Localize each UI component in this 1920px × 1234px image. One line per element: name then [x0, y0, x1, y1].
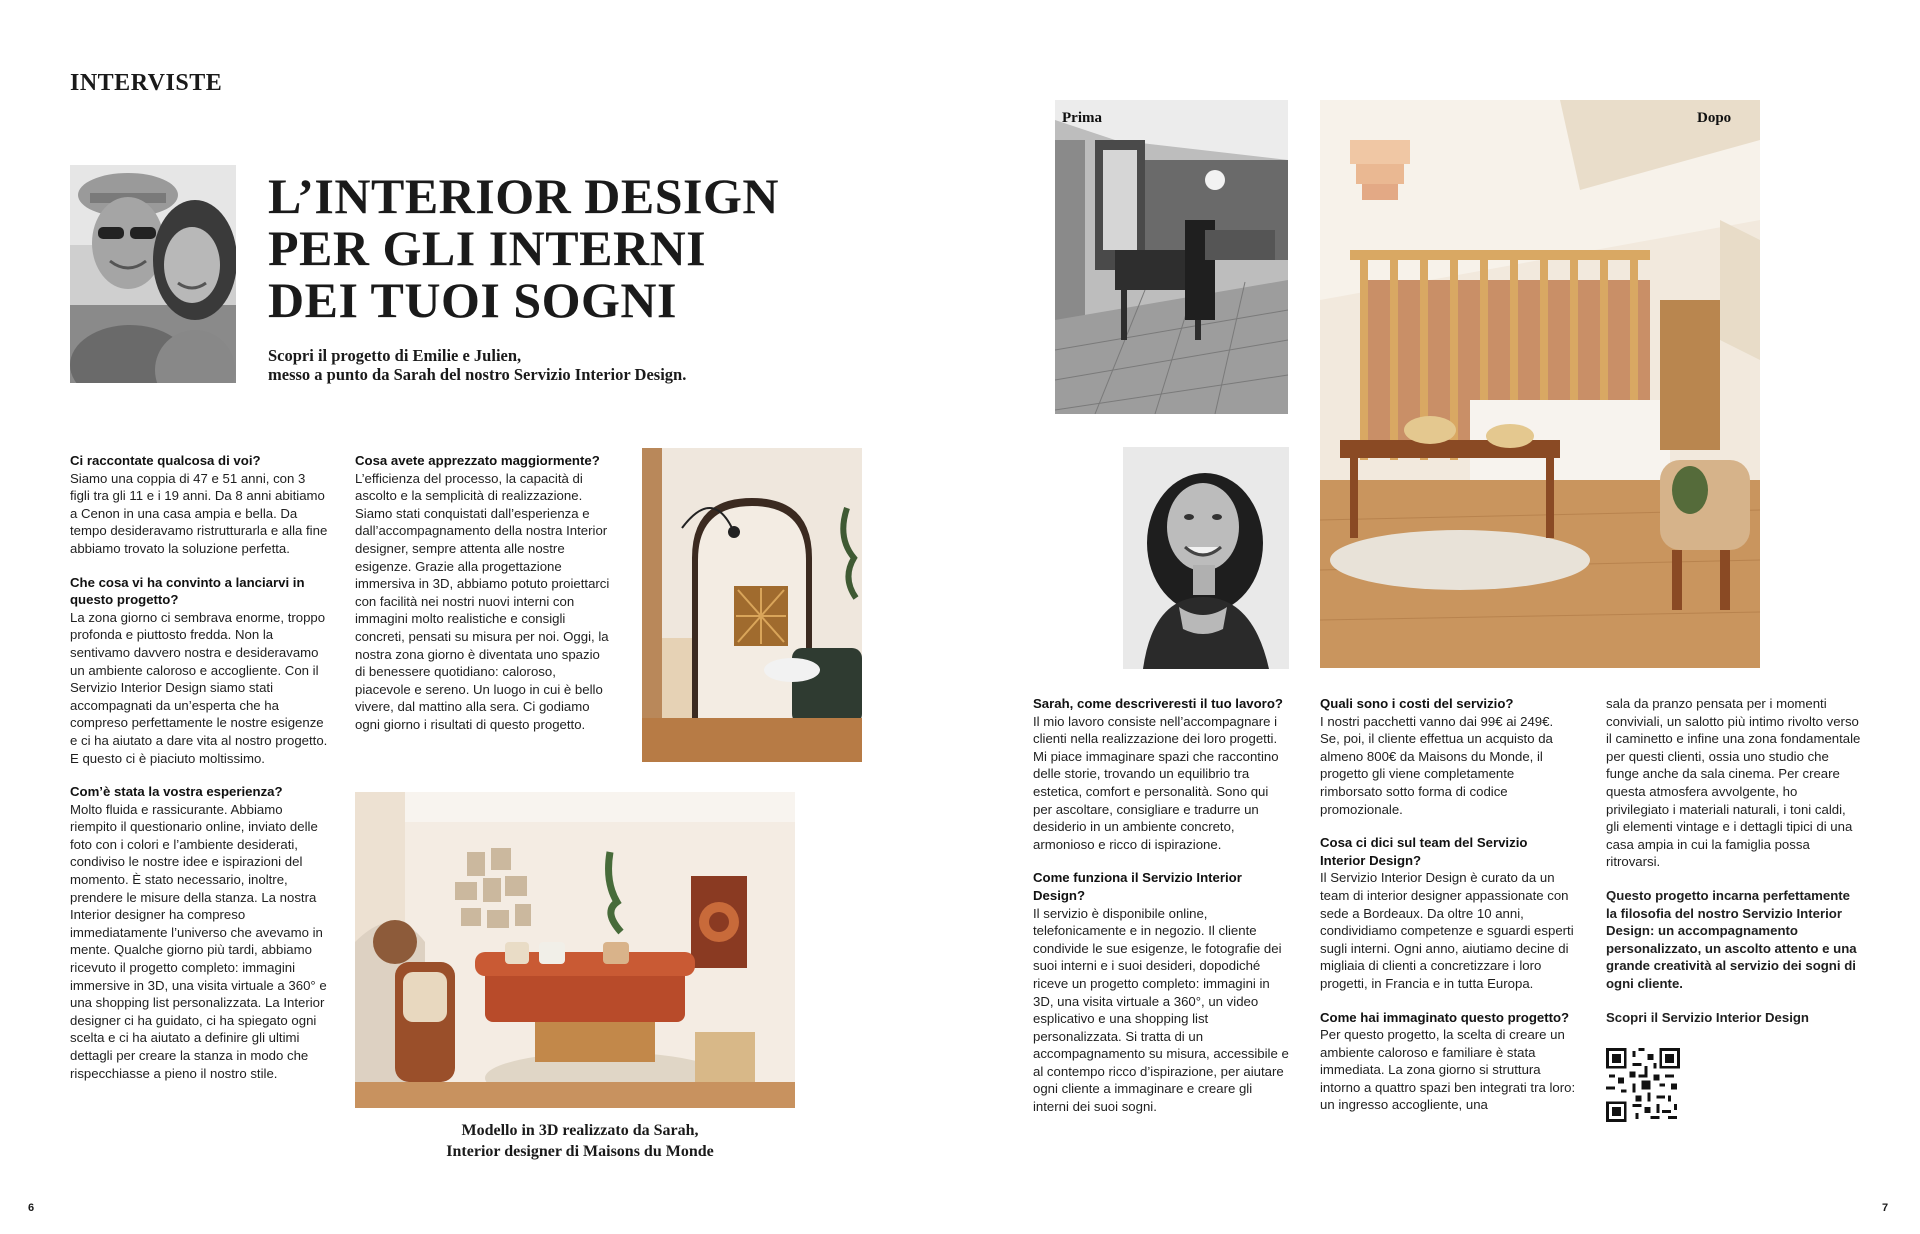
page-number-right: 7: [1882, 1202, 1889, 1214]
qa-block: [1320, 834, 1576, 992]
discover-service-link[interactable]: Scopri il Servizio Interior Design: [1606, 1009, 1809, 1025]
qa-block: [1320, 1009, 1576, 1115]
answer: Il mio lavoro consiste nell’accompagnare i clienti nella realizzazione dei loro progetti. Mi piace immaginare spazi che raccontino delle storie, trovando un equilibrio tra estetica, comfort e personalità. Sono qui per ascoltare, consigliare e tradurre un desiderio in un ambiente concreto, armonioso e ricco di ispirazione.: [1033, 713, 1279, 852]
section-label: INTERVISTE: [70, 70, 223, 96]
question: Come funziona il Servizio Interior Design?: [1033, 870, 1242, 903]
answer: Siamo una coppia di 47 e 51 anni, con 3 figli tra gli 11 e i 19 anni. Da 8 anni abitiamo a Cenon in una casa ampia e bella. Da tempo desideravamo ristrutturarla e alla fine abbiamo trovato la soluzione perfetta.: [70, 470, 328, 556]
designer-portrait: [1123, 447, 1289, 669]
qa-block: [355, 452, 610, 734]
question: Cosa avete apprezzato maggiormente?: [355, 453, 600, 468]
article-title: [268, 170, 828, 326]
answer: La zona giorno ci sembrava enorme, troppo profonda e piuttosto fredda. Non la sentivamo davvero nostra e desideravamo un ambiente caloroso e accogliente. Con il Servizio Interior Design siamo stati accompagnati da un’esperta che ha compreso perfettamente le nostre esigenze e ci ha aiutato a dare vita al nostro progetto. E questo ci è piaciuto moltissimo.: [70, 609, 328, 766]
caption-line-2: Interior designer di Maisons du Monde: [446, 1143, 714, 1160]
question: Come hai immaginato questo progetto?: [1320, 1009, 1570, 1025]
after-label: Dopo: [1697, 110, 1732, 126]
qr-code[interactable]: [1606, 1048, 1680, 1122]
question: Com’è stata la vostra esperienza?: [70, 784, 283, 800]
answer: L’efficienza del processo, la capacità di ascolto e la semplicità di realizzazione. Siamo stati conquistati dall’esperienza e dall’accompagnamento della nostra Interior designer, sempre attenta alle nostre esigenze. Grazie alla progettazione immersiva in 3D, abbiamo potuto proiettarci con facilità nei nostri nuovi interni con immagini molto realistiche e consigli concreti, pensati su misura per noi. Oggi, la nostra zona giorno è diventata uno spazio di benessere quotidiano: caloroso, piacevole e sereno. Un luogo in cui è bello vivere, dal mattino alla sera. Ci godiamo ogni giorno i risultati di questo progetto.: [355, 470, 610, 732]
closing-highlight: Questo progetto incarna perfettamente la filosofia del nostro Servizio Interior Design: un accompagnamento personalizzato, un ascolto attento e una grande creatività al servizio dei sogni di ogni cliente.: [1606, 887, 1857, 991]
question: Ci raccontate qualcosa di voi?: [70, 453, 261, 468]
subtitle-line-1: Scopri il progetto di Emilie e Julien,: [268, 346, 522, 365]
title-line-1: L’INTERIOR DESIGN: [268, 168, 779, 224]
answer: Il Servizio Interior Design è curato da un team di interior designer appassionate con sede a Bordeaux. Da oltre 10 anni, condividiamo competenze e sguardi esperti sugli interni. Ogni anno, aiutiamo decine di migliaia di clienti a concretizzare i loro progetti, in Francia e in tutta Europa.: [1320, 870, 1574, 991]
qa-block: [1033, 695, 1291, 853]
caption-line-1: Modello in 3D realizzato da Sarah,: [461, 1122, 699, 1139]
answer: Molto fluida e rassicurante. Abbiamo riempito il questionario online, inviato delle foto con i colori e l’ambiente desiderati, condiviso le nostre idee e ispirazioni del momento. È stato necessario, inoltre, prendere le misure della stanza. La nostra Interior designer ha compreso immediatamente l’universo che avevamo in mente. Qualche giorno più tardi, abbiamo ricevuto il progetto completo: immagini immersive in 3D, una visita virtuale a 360° e una shopping list personalizzata. La Interior designer ci ha guidato, ci ha spiegato ogni scelta e ci ha aiutato a definire gli ultimi dettagli per creare la stanza in modo che rispecchiasse a pieno il nostro stile.: [70, 801, 327, 1081]
question: Sarah, come descriveresti il tuo lavoro?: [1033, 696, 1283, 711]
interview-column-2: [355, 452, 610, 750]
question: Cosa ci dici sul team del Servizio Interior Design?: [1320, 835, 1528, 868]
subtitle-line-2: messo a punto da Sarah del nostro Servizio Interior Design.: [268, 365, 687, 384]
render-caption: [400, 1120, 760, 1162]
continued-text: sala da pranzo pensata per i momenti conviviali, un salotto più intimo rivolto verso il caminetto e infine una zona fondamentale per questi clienti, ossia uno studio che funge anche da sala cinema. Per creare questa atmosfera avvolgente, ho privilegiato i materiali naturali, i toni caldi, gli elementi vintage e i dettagli tipici di una casa ampia in cui la famiglia possa ritrovarsi.: [1606, 696, 1861, 870]
interview-column-3: [1033, 695, 1291, 1132]
title-line-2: PER GLI INTERNI: [268, 220, 707, 276]
answer: Il servizio è disponibile online, telefonicamente e in negozio. Il cliente condivide le sue esigenze, le fotografie dei suoi interni e i suoi desideri, dopodiché riceve un progetto completo: immagini in 3D, una visita virtuale a 360°, un video esplicativo e una shopping list personalizzata. Si tratta di un accompagnamento su misura, accessibile e al contempo ricco d’ispirazione, per aiutare ogni cliente a immaginare e creare gli interni dei suoi sogni.: [1033, 905, 1289, 1115]
page-number-left: 6: [28, 1202, 35, 1214]
render-3d-image: [355, 792, 795, 1108]
interview-column-1: [70, 452, 328, 1098]
qa-block: [1320, 695, 1576, 818]
answer: I nostri pacchetti vanno dai 99€ ai 249€. Se, poi, il cliente effettua un acquisto da almeno 800€ da Maisons du Monde, il progetto gli viene completamente rimborsato sotto forma di codice promozionale.: [1320, 713, 1554, 817]
qa-block: [70, 452, 328, 558]
before-label: Prima: [1062, 110, 1102, 126]
question: Quali sono i costi del servizio?: [1320, 696, 1514, 711]
interview-column-4: [1320, 695, 1576, 1130]
article-subtitle: [268, 346, 828, 384]
title-line-3: DEI TUOI SOGNI: [268, 272, 677, 328]
interview-column-5: [1606, 695, 1862, 1042]
qa-block: [1033, 869, 1291, 1115]
qa-block: [70, 574, 328, 768]
qa-block: [70, 783, 328, 1082]
couple-photo: [70, 165, 236, 383]
before-photo: [1055, 100, 1288, 414]
answer: Per questo progetto, la scelta di creare un ambiente caloroso e familiare è stata immediata. La zona giorno si struttura intorno a quattro spazi ben integrati tra loro: un ingresso accogliente, una: [1320, 1027, 1576, 1113]
after-photo: [1320, 100, 1760, 668]
living-room-photo: [642, 448, 862, 762]
question: Che cosa vi ha convinto a lanciarvi in questo progetto?: [70, 574, 305, 608]
